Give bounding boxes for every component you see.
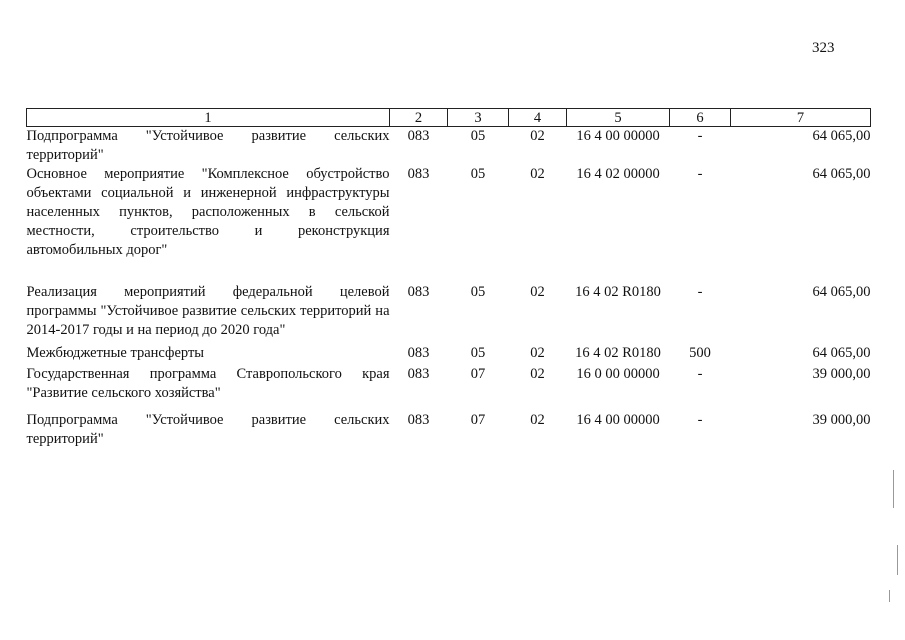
row-c3: 05 (470, 128, 486, 144)
row-c3: 07 (470, 366, 486, 382)
row-c6: - (697, 366, 703, 382)
page-number: 323 (812, 40, 835, 56)
spacer-row (27, 260, 871, 279)
row-c2: 083 (407, 412, 430, 428)
row-c3: 05 (470, 345, 486, 361)
row-c4: 02 (530, 128, 545, 144)
row-c2: 083 (407, 128, 430, 144)
row-c2: 083 (407, 345, 430, 361)
row-c2: 083 (407, 366, 430, 382)
row-c3: 05 (470, 166, 486, 182)
row-c5: 16 4 02 R0180 (575, 345, 661, 361)
row-c2: 083 (407, 284, 430, 300)
table-row (27, 279, 871, 340)
row-c6: - (697, 166, 703, 182)
col-header-1: 1 (27, 109, 390, 127)
scan-artifact (889, 590, 890, 602)
row-c5: 16 4 00 00000 (576, 412, 660, 428)
row-c6: 500 (689, 345, 711, 361)
row-name: Подпрограмма "Устойчивое развитие сельских территорий" (26, 412, 390, 447)
row-c4: 02 (530, 412, 545, 428)
table-row (27, 403, 871, 449)
row-c5: 16 0 00 00000 (576, 366, 660, 382)
row-c4: 02 (530, 166, 545, 182)
table-row (27, 363, 871, 403)
row-c3: 07 (470, 412, 486, 428)
row-c6: - (697, 412, 703, 428)
row-name: Государственная программа Ставропольского края "Развитие сельского хозяйства" (26, 366, 390, 401)
row-c4: 02 (530, 284, 545, 300)
row-c5: 16 4 02 00000 (576, 166, 660, 182)
row-c7: 64 065,00 (812, 128, 871, 144)
table-row (27, 165, 871, 260)
row-c4: 02 (530, 366, 545, 382)
row-c5: 16 4 00 00000 (576, 128, 660, 144)
table-row (27, 127, 871, 166)
header-row (27, 109, 871, 127)
col-header-3: 3 (448, 109, 509, 127)
row-c5: 16 4 02 R0180 (575, 284, 661, 300)
budget-table (26, 108, 871, 449)
row-name: Подпрограмма "Устойчивое развитие сельских территорий" (26, 128, 390, 163)
row-c4: 02 (530, 345, 545, 361)
scan-artifact (897, 545, 898, 575)
row-c7: 64 065,00 (812, 284, 871, 300)
row-c7: 64 065,00 (812, 345, 871, 361)
row-name: Межбюджетные трансферты (26, 345, 205, 361)
row-c6: - (697, 284, 703, 300)
col-header-7: 7 (731, 109, 871, 127)
col-header-4: 4 (509, 109, 567, 127)
row-name: Основное мероприятие "Комплексное обустройство объектами социальной и инженерной инфраструктуры населенных пунктов, расположенных в сельской местности, строительство и реконструкция автомобильных дорог" (26, 166, 390, 258)
col-header-5: 5 (567, 109, 670, 127)
row-c3: 05 (470, 284, 486, 300)
row-c7: 39 000,00 (812, 412, 871, 428)
col-header-2: 2 (390, 109, 448, 127)
row-c7: 64 065,00 (812, 166, 871, 182)
col-header-6: 6 (670, 109, 731, 127)
row-c2: 083 (407, 166, 430, 182)
scan-artifact (893, 470, 894, 508)
row-name: Реализация мероприятий федеральной целевой программы "Устойчивое развитие сельских территорий на 2014-2017 годы и на период до 2020 года" (26, 284, 390, 338)
table-row (27, 340, 871, 363)
row-c7: 39 000,00 (812, 366, 871, 382)
row-c6: - (697, 128, 703, 144)
